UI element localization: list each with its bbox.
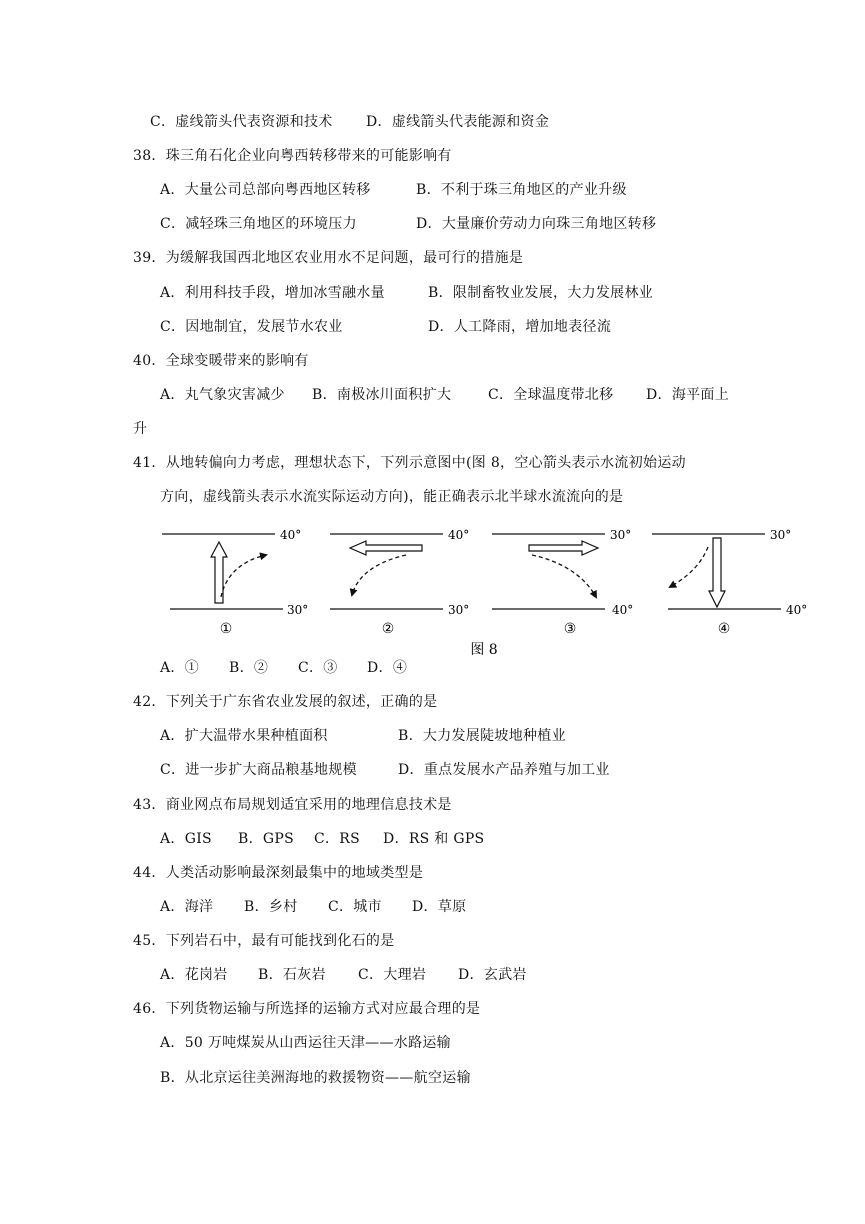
hollow-arrow-initial-direction	[529, 541, 598, 555]
q40-option-a: A．丸气象灾害减少	[160, 387, 285, 403]
panel-1-bottom-lat: 30°	[287, 603, 309, 617]
q42-option-c: C．进一步扩大商品粮基地规模	[160, 762, 357, 778]
figure-panel-1	[162, 528, 308, 637]
q37-option-d: D．虚线箭头代表能源和资金	[366, 114, 550, 130]
q40-option-b: B．南极冰川面积扩大	[312, 387, 452, 403]
panel-2-bottom-lat: 30°	[448, 603, 470, 617]
q40-option-d: D．海平面上	[646, 387, 730, 403]
q39-option-c: C．因地制宜，发展节水农业	[160, 319, 343, 335]
q45-option-b: B．石灰岩	[258, 967, 326, 983]
q38-option-d: D．大量廉价劳动力向珠三角地区转移	[416, 216, 657, 232]
q41-option-a: A．①	[160, 660, 200, 676]
q40-option-c: C．全球温度带北移	[488, 387, 614, 403]
panel-3-label: ③	[563, 621, 577, 637]
q41-stem-line2: 方向，虚线箭头表示水流实际运动方向)，能正确表示北半球水流流向的是	[160, 489, 624, 505]
q44-option-b: B．乡村	[244, 899, 298, 915]
q39-option-b: B．限制畜牧业发展，大力发展林业	[428, 285, 654, 301]
q45-option-c: C．大理岩	[358, 967, 427, 983]
q42-option-b: B．大力发展陡坡地种植业	[398, 728, 566, 744]
q44-option-c: C．城市	[328, 899, 382, 915]
panel-2-label: ②	[381, 621, 395, 637]
q43-option-c: C．RS	[314, 831, 361, 847]
panel-2-top-lat: 40°	[448, 528, 470, 542]
figure-8	[0, 515, 865, 665]
figure-panel-3	[492, 528, 633, 637]
q41-option-b: B．②	[229, 660, 269, 676]
q43-option-d: D．RS 和 GPS	[383, 831, 485, 847]
q45-option-a: A．花岗岩	[160, 967, 228, 983]
dashed-arrow-actual-direction	[352, 555, 406, 595]
q44-option-a: A．海洋	[160, 899, 214, 915]
panel-4-bottom-lat: 40°	[786, 603, 808, 617]
q38-option-a: A．大量公司总部向粤西地区转移	[160, 182, 371, 198]
panel-1-top-lat: 40°	[280, 528, 302, 542]
panel-4-top-lat: 30°	[770, 528, 792, 542]
q45-option-d: D．玄武岩	[458, 967, 527, 983]
q46-option-a: A．50 万吨煤炭从山西运往天津——水路运输	[160, 1035, 451, 1051]
hollow-arrow-initial-direction	[709, 538, 725, 607]
q43-option-a: A．GIS	[160, 831, 212, 847]
q38-option-b: B．不利于珠三角地区的产业升级	[416, 182, 627, 198]
q40-stem: 40．全球变暖带来的影响有	[133, 353, 309, 369]
q44-option-d: D．草原	[412, 899, 467, 915]
figure-panel-4	[652, 528, 807, 637]
q43-option-b: B．GPS	[238, 831, 294, 847]
dashed-arrow-actual-direction	[221, 555, 266, 597]
q41-option-c: C．③	[298, 660, 338, 676]
q42-option-a: A．扩大温带水果种植面积	[160, 728, 328, 744]
figure-panel-2	[330, 528, 469, 637]
panel-3-bottom-lat: 40°	[612, 603, 634, 617]
q40-wrap-text: 升	[133, 421, 148, 437]
q38-stem: 38．珠三角石化企业向粤西转移带来的可能影响有	[133, 148, 452, 164]
q41-stem-line1: 41．从地转偏向力考虑，理想状态下，下列示意图中(图 8，空心箭头表示水流初始运动	[133, 455, 686, 471]
q46-option-b: B．从北京运往美洲海地的救援物资——航空运输	[160, 1070, 471, 1086]
q44-stem: 44．人类活动影响最深刻最集中的地域类型是	[133, 865, 424, 881]
q43-stem: 43．商业网点布局规划适宜采用的地理信息技术是	[133, 797, 452, 813]
q39-option-a: A．利用科技手段，增加冰雪融水量	[160, 285, 385, 301]
q45-stem: 45．下列岩石中，最有可能找到化石的是	[133, 933, 395, 949]
q42-stem: 42．下列关于广东省农业发展的叙述，正确的是	[133, 694, 438, 710]
dashed-arrow-actual-direction	[532, 555, 596, 597]
q37-option-c: C．虚线箭头代表资源和技术	[150, 114, 333, 130]
q38-option-c: C．减轻珠三角地区的环境压力	[160, 216, 357, 232]
q46-stem: 46．下列货物运输与所选择的运输方式对应最合理的是	[133, 1001, 481, 1017]
panel-3-top-lat: 30°	[610, 528, 632, 542]
hollow-arrow-initial-direction	[350, 541, 422, 555]
panel-4-label: ④	[717, 621, 731, 637]
q42-option-d: D．重点发展水产品养殖与加工业	[398, 762, 610, 778]
q41-option-d: D．④	[367, 660, 408, 676]
q39-option-d: D．人工降雨，增加地表径流	[428, 319, 612, 335]
dashed-arrow-actual-direction	[670, 547, 708, 587]
hollow-arrow-initial-direction	[211, 542, 227, 603]
q39-stem: 39．为缓解我国西北地区农业用水不足问题，最可行的措施是	[133, 250, 524, 266]
panel-1-label: ①	[219, 621, 233, 637]
figure-caption: 图 8	[470, 642, 498, 658]
